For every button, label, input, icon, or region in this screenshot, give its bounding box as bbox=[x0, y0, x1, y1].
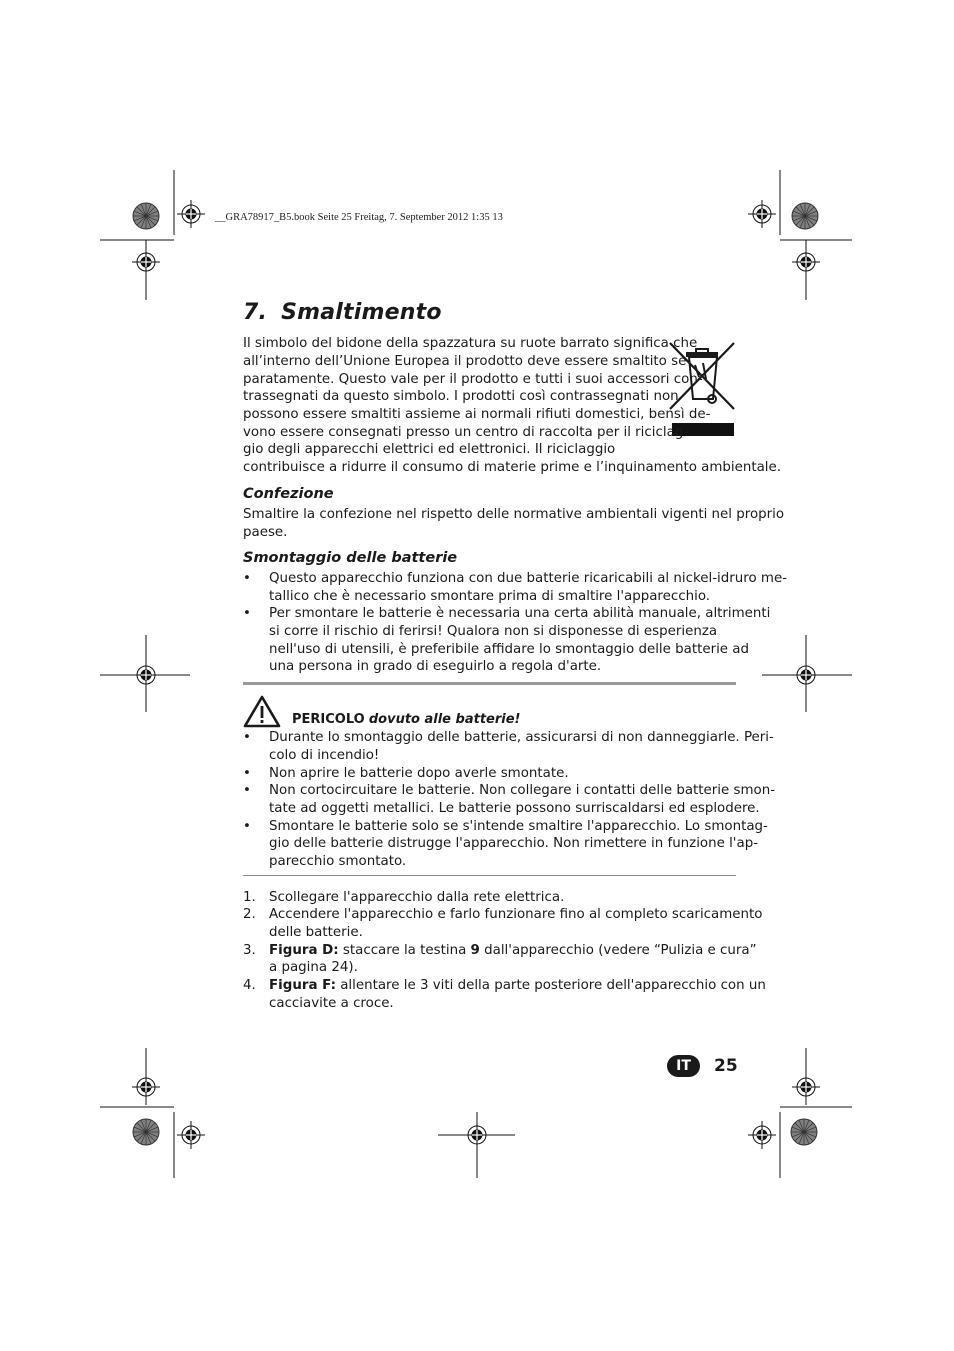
registration-mark-icon bbox=[792, 661, 820, 689]
bullet-marker: • bbox=[243, 766, 251, 781]
list-item-line: tate ad oggetti metallici. Le batterie possono surriscaldarsi ed esplodere. bbox=[269, 801, 760, 816]
registration-mark-icon bbox=[177, 1121, 205, 1149]
confezione-line: paese. bbox=[243, 525, 288, 540]
registration-mark-icon bbox=[177, 200, 205, 228]
color-calibration-mark-icon bbox=[791, 1119, 817, 1145]
list-item-line: gio delle batterie distrugge l'apparecchio. Non rimettere in funzione l'ap- bbox=[269, 836, 759, 851]
list-item-line: una persona in grado di eseguirlo a regola d'arte. bbox=[269, 659, 602, 674]
warning-top-rule bbox=[243, 682, 736, 685]
registration-mark-icon bbox=[132, 661, 160, 689]
step-number: 1. bbox=[243, 890, 256, 905]
list-item-line: Non aprire le batterie dopo averle smontate. bbox=[269, 766, 569, 781]
bullet-marker: • bbox=[243, 571, 251, 586]
list-item-line: Non cortocircuitare le batterie. Non collegare i contatti delle batterie smon- bbox=[269, 783, 776, 798]
intro-line: contribuisce a ridurre il consumo di materie prime e l’inquinamento ambientale. bbox=[243, 460, 782, 475]
intro-line: trassegnati da questo simbolo. I prodotti così contrassegnati non bbox=[243, 389, 679, 404]
step-text: allentare le 3 viti della parte posteriore dell'apparecchio con un bbox=[335, 978, 766, 993]
step-line: delle batterie. bbox=[269, 925, 363, 940]
bullet-marker: • bbox=[243, 783, 251, 798]
warning-label bbox=[292, 711, 520, 729]
section-title bbox=[243, 300, 442, 325]
intro-line: gio degli apparecchi elettrici ed elettronici. Il riciclaggio bbox=[243, 442, 616, 457]
list-item-line: nell'uso di utensili, è preferibile affidare lo smontaggio delle batterie ad bbox=[269, 642, 750, 657]
intro-line: vono essere consegnati presso un centro di raccolta per il riciclag- bbox=[243, 425, 689, 440]
warning-label-strong: PERICOLO bbox=[292, 712, 365, 727]
step-line: cacciavite a croce. bbox=[269, 996, 394, 1011]
registration-mark-icon bbox=[132, 248, 160, 276]
smontaggio-heading: Smontaggio delle batterie bbox=[243, 550, 458, 566]
intro-line: all’interno dell’Unione Europea il prodotto deve essere smaltito se- bbox=[243, 354, 692, 369]
step-line bbox=[269, 942, 757, 960]
registration-mark-icon bbox=[463, 1121, 491, 1149]
list-item-line: Per smontare le batterie è necessaria una certa abilità manuale, altrimenti bbox=[269, 606, 771, 621]
step-number: 2. bbox=[243, 907, 256, 922]
step-number: 3. bbox=[243, 943, 256, 958]
bullet-marker: • bbox=[243, 819, 251, 834]
step-line: Accendere l'apparecchio e farlo funzionare fino al completo scaricamento bbox=[269, 907, 763, 922]
step-text: staccare la testina bbox=[338, 943, 471, 958]
confezione-heading: Confezione bbox=[243, 486, 334, 502]
list-item-line: parecchio smontato. bbox=[269, 854, 407, 869]
warning-bottom-rule bbox=[243, 875, 736, 876]
intro-line: paratamente. Questo vale per il prodotto e tutti i suoi accessori con- bbox=[243, 372, 703, 387]
registration-mark-icon bbox=[792, 248, 820, 276]
step-number: 4. bbox=[243, 978, 256, 993]
print-header: __GRA78917_B5.book Seite 25 Freitag, 7. September 2012 1:35 13 bbox=[215, 212, 503, 223]
bullet-marker: • bbox=[243, 606, 251, 621]
section-number: 7. bbox=[243, 300, 268, 325]
intro-line: Il simbolo del bidone della spazzatura su ruote barrato significa che bbox=[243, 336, 698, 351]
section-title-text: Smaltimento bbox=[281, 300, 442, 325]
list-item-line: tallico che è necessario smontare prima di smaltire l'apparecchio. bbox=[269, 589, 711, 604]
list-item-line: si corre il rischio di ferirsi! Qualora non si disponesse di esperienza bbox=[269, 624, 718, 639]
color-calibration-mark-icon bbox=[133, 203, 159, 229]
color-calibration-mark-icon bbox=[133, 1119, 159, 1145]
registration-mark-icon bbox=[132, 1073, 160, 1101]
figure-ref: Figura F: bbox=[269, 978, 336, 993]
step-line bbox=[269, 977, 766, 995]
page-number: 25 bbox=[714, 1056, 738, 1076]
language-badge: IT bbox=[667, 1055, 700, 1077]
step-line: Scollegare l'apparecchio dalla rete elettrica. bbox=[269, 890, 565, 905]
step-text: dall'apparecchio (vedere “Pulizia e cura” bbox=[479, 943, 757, 958]
list-item-line: Questo apparecchio funziona con due batterie ricaricabili al nickel-idruro me- bbox=[269, 571, 788, 586]
list-item-line: Smontare le batterie solo se s'intende smaltire l'apparecchio. Lo smontag- bbox=[269, 819, 768, 834]
part-number: 9 bbox=[470, 943, 480, 958]
confezione-line: Smaltire la confezione nel rispetto delle normative ambientali vigenti nel proprio bbox=[243, 507, 785, 522]
warning-triangle-icon bbox=[243, 695, 281, 728]
registration-mark-icon bbox=[792, 1073, 820, 1101]
intro-line: possono essere smaltiti assieme ai normali rifiuti domestici, bensì de- bbox=[243, 407, 711, 422]
warning-label-suffix: dovuto alle batterie! bbox=[368, 712, 521, 727]
list-item-line: Durante lo smontaggio delle batterie, assicurarsi di non danneggiarle. Peri- bbox=[269, 730, 774, 745]
registration-mark-icon bbox=[748, 200, 776, 228]
color-calibration-mark-icon bbox=[792, 203, 818, 229]
bullet-marker: • bbox=[243, 730, 251, 745]
registration-mark-icon bbox=[748, 1121, 776, 1149]
step-line: a pagina 24). bbox=[269, 960, 358, 975]
figure-ref: Figura D: bbox=[269, 943, 339, 958]
list-item-line: colo di incendio! bbox=[269, 748, 380, 763]
